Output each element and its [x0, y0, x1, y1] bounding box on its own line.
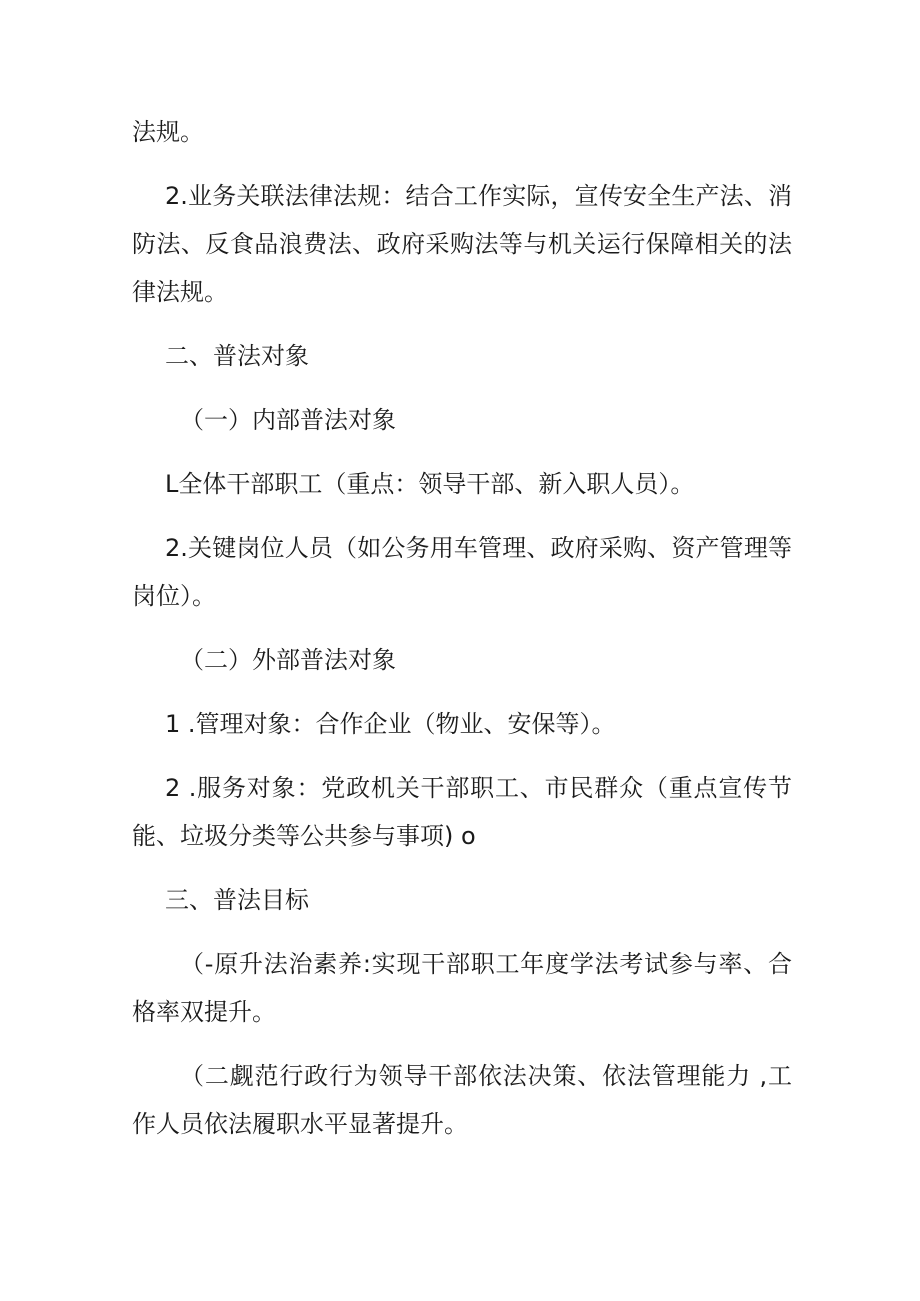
paragraph-item-service-objects: 2 .服务对象：党政机关干部职工、市民群众（重点宣传节能、垃圾分类等公共参与事项) o — [132, 774, 792, 850]
paragraph-continuation: 法规。 — [132, 118, 204, 146]
paragraph-goal-administrative-conduct: （二觑范行政行为领导干部依法决策、依法管理能力 ,工作人员依法履职水平显著提升。 — [132, 1062, 792, 1138]
paragraph-goal-legal-literacy: （-原升法治素养:实现干部职工年度学法考试参与率、合格率双提升。 — [132, 950, 792, 1026]
paragraph-item-all-staff: L全体干部职工（重点：领导干部、新入职人员）。 — [165, 470, 695, 498]
heading-external-targets: （二）外部普法对象 — [180, 646, 396, 674]
paragraph-item-2-business-laws: 2.业务关联法律法规：结合工作实际，宣传安全生产法、消防法、反食品浪费法、政府采购法等与机关运行保障相关的法律法规。 — [132, 182, 792, 306]
heading-section-2-targets: 二、普法对象 — [165, 342, 309, 370]
heading-internal-targets: （一）内部普法对象 — [180, 406, 396, 434]
paragraph-item-key-positions: 2.关键岗位人员（如公务用车管理、政府采购、资产管理等岗位）。 — [132, 534, 792, 610]
heading-section-3-goals: 三、普法目标 — [165, 886, 309, 914]
paragraph-item-managed-objects: 1 .管理对象：合作企业（物业、安保等）。 — [165, 710, 616, 738]
